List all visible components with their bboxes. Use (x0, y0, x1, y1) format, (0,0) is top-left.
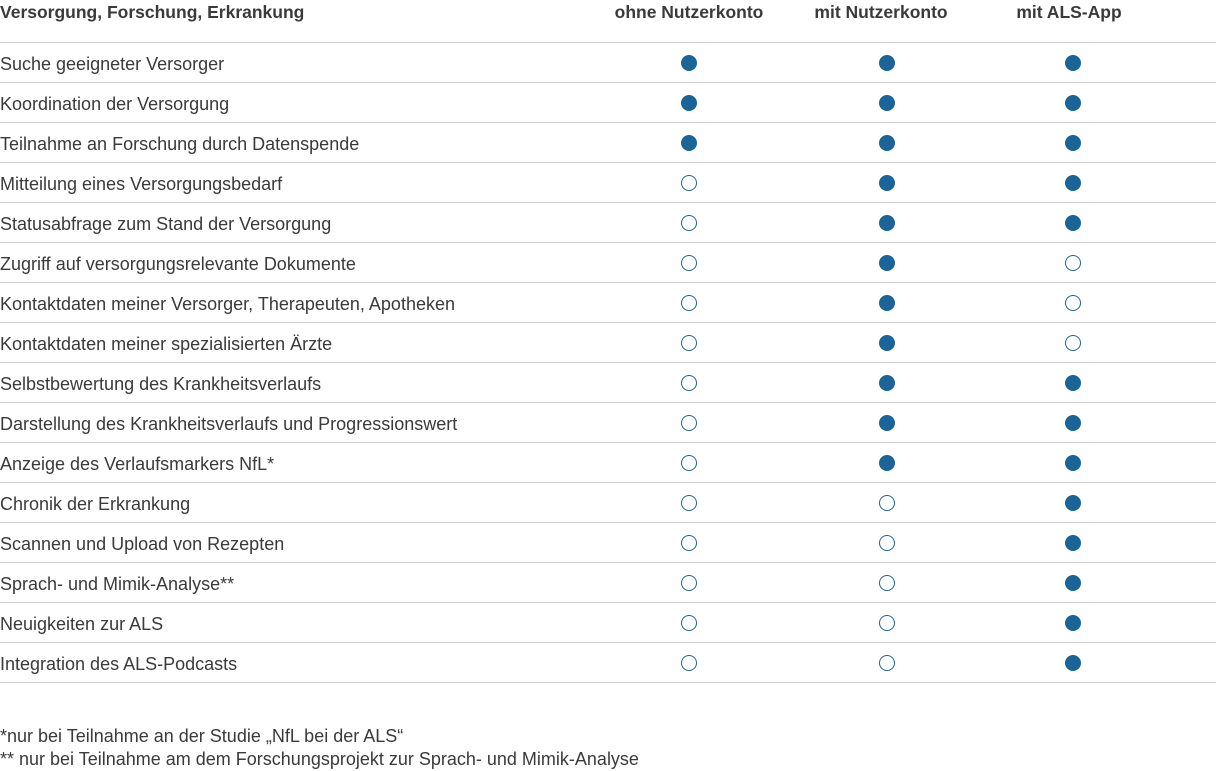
feature-label: Kontaktdaten meiner Versorger, Therapeuten, Apotheken (0, 294, 455, 314)
table-row (0, 523, 1216, 563)
footnotes (0, 725, 639, 771)
header-column-mit-als-app: mit ALS-App (1016, 2, 1122, 22)
table-row (0, 323, 1216, 363)
filled-circle-icon (1065, 175, 1081, 191)
feature-label: Selbstbewertung des Krankheitsverlaufs (0, 374, 322, 394)
table-row (0, 43, 1216, 83)
filled-circle-icon (1065, 135, 1081, 151)
empty-circle-icon (879, 655, 895, 671)
empty-circle-icon (879, 575, 895, 591)
footnote-sprach-mimik: ** nur bei Teilnahme am dem Forschungsprojekt zur Sprach- und Mimik-Analyse (0, 749, 639, 769)
empty-circle-icon (681, 375, 697, 391)
filled-circle-icon (681, 55, 697, 71)
feature-label: Suche geeigneter Versorger (0, 54, 225, 74)
header-category: Versorgung, Forschung, Erkrankung (0, 2, 305, 22)
empty-circle-icon (879, 495, 895, 511)
filled-circle-icon (879, 295, 895, 311)
feature-label: Teilnahme an Forschung durch Datenspende (0, 134, 360, 154)
filled-circle-icon (879, 375, 895, 391)
filled-circle-icon (681, 135, 697, 151)
table-row (0, 283, 1216, 323)
feature-label: Chronik der Erkrankung (0, 494, 191, 514)
feature-label: Neuigkeiten zur ALS (0, 614, 164, 634)
filled-circle-icon (1065, 215, 1081, 231)
empty-circle-icon (681, 335, 697, 351)
filled-circle-icon (1065, 95, 1081, 111)
filled-circle-icon (1065, 415, 1081, 431)
feature-label: Zugriff auf versorgungsrelevante Dokumente (0, 254, 356, 274)
empty-circle-icon (1065, 255, 1081, 271)
table-row (0, 603, 1216, 643)
filled-circle-icon (1065, 55, 1081, 71)
footnote-nfl: *nur bei Teilnahme an der Studie „NfL bei der ALS“ (0, 726, 404, 746)
feature-label: Sprach- und Mimik-Analyse** (0, 574, 235, 594)
feature-label: Koordination der Versorgung (0, 94, 230, 114)
filled-circle-icon (1065, 495, 1081, 511)
empty-circle-icon (879, 615, 895, 631)
empty-circle-icon (681, 655, 697, 671)
empty-circle-icon (879, 535, 895, 551)
filled-circle-icon (879, 175, 895, 191)
filled-circle-icon (879, 255, 895, 271)
empty-circle-icon (681, 215, 697, 231)
filled-circle-icon (879, 55, 895, 71)
filled-circle-icon (1065, 535, 1081, 551)
filled-circle-icon (879, 135, 895, 151)
filled-circle-icon (1065, 655, 1081, 671)
feature-label: Kontaktdaten meiner spezialisierten Ärzte (0, 334, 333, 354)
empty-circle-icon (681, 575, 697, 591)
table-row (0, 643, 1216, 683)
filled-circle-icon (1065, 615, 1081, 631)
feature-label: Statusabfrage zum Stand der Versorgung (0, 214, 332, 234)
filled-circle-icon (1065, 575, 1081, 591)
filled-circle-icon (879, 415, 895, 431)
table-row (0, 403, 1216, 443)
filled-circle-icon (879, 455, 895, 471)
table-row (0, 123, 1216, 163)
empty-circle-icon (681, 455, 697, 471)
table-row (0, 563, 1216, 603)
feature-label: Anzeige des Verlaufsmarkers NfL* (0, 454, 275, 474)
feature-label: Mitteilung eines Versorgungsbedarf (0, 174, 283, 194)
filled-circle-icon (879, 95, 895, 111)
header-column-mit-nutzerkonto: mit Nutzerkonto (814, 2, 948, 22)
table-row (0, 443, 1216, 483)
table-header (0, 0, 1216, 43)
filled-circle-icon (681, 95, 697, 111)
empty-circle-icon (681, 255, 697, 271)
empty-circle-icon (681, 615, 697, 631)
filled-circle-icon (1065, 375, 1081, 391)
filled-circle-icon (1065, 455, 1081, 471)
empty-circle-icon (681, 495, 697, 511)
empty-circle-icon (1065, 335, 1081, 351)
empty-circle-icon (681, 175, 697, 191)
table-row (0, 83, 1216, 123)
empty-circle-icon (681, 535, 697, 551)
table-row (0, 363, 1216, 403)
empty-circle-icon (1065, 295, 1081, 311)
empty-circle-icon (681, 295, 697, 311)
empty-circle-icon (681, 415, 697, 431)
header-column-ohne-nutzerkonto: ohne Nutzerkonto (614, 2, 764, 22)
feature-label: Darstellung des Krankheitsverlaufs und Progressionswert (0, 414, 458, 434)
feature-label: Scannen und Upload von Rezepten (0, 534, 285, 554)
feature-label: Integration des ALS-Podcasts (0, 654, 238, 674)
filled-circle-icon (879, 215, 895, 231)
filled-circle-icon (879, 335, 895, 351)
table-row (0, 203, 1216, 243)
table-row (0, 483, 1216, 523)
table-row (0, 163, 1216, 203)
feature-table-body (0, 43, 1216, 683)
table-row (0, 243, 1216, 283)
